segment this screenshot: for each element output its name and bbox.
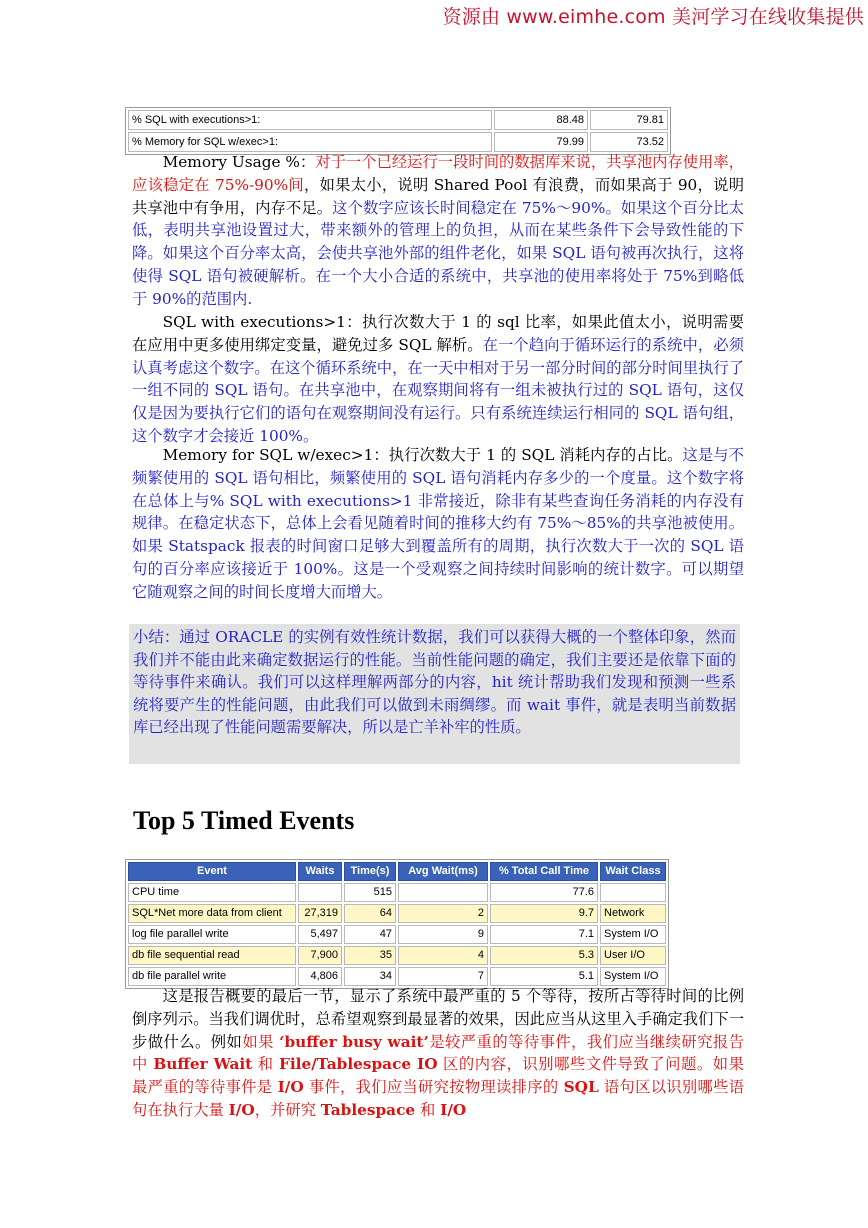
- event-name: db file parallel write: [128, 967, 296, 986]
- top-events-term: Buffer Wait: [153, 1055, 253, 1074]
- top-events-note: 和: [415, 1100, 441, 1119]
- stat-end-value: 79.81: [590, 110, 668, 130]
- event-time: 35: [344, 946, 396, 965]
- event-waits: 4,806: [298, 967, 342, 986]
- top-events-table: [125, 859, 669, 989]
- column-header: Avg Wait(ms): [398, 862, 488, 881]
- memory-usage-lead: Memory Usage %：: [162, 153, 316, 171]
- top-events-term: I/O: [228, 1100, 255, 1119]
- memory-for-sql-text: Memory for SQL w/exec>1：执行次数大于 1 的 SQL 消耗内存的占比。: [162, 446, 683, 464]
- event-wait-class: System I/O: [600, 925, 666, 944]
- event-time: 64: [344, 904, 396, 923]
- event-waits: 7,900: [298, 946, 342, 965]
- top-events-text: 这是报告概要的最后一节，显示了系统中最严重的 5 个等待，按所占等待时间的比例倒序列示。当我们调优时，总希望观察到最显著的效果，因此应当从这里入手确定我们下一步做什么。例如: [132, 987, 744, 1051]
- event-waits: 5,497: [298, 925, 342, 944]
- event-avg-wait: 9: [398, 925, 488, 944]
- memory-for-sql-note: 这是与不频繁使用的 SQL 语句相比，频繁使用的 SQL 语句消耗内存多少的一个度量。这个数字将在总体上与% SQL with executions>1 非常接近，除非有某些查询任务消耗的内存没有规律。在稳定状态下，总体上会看见随着时间的推移大约有 75%～85%的共享池被使用。如果 Statspack 报表的时间窗口足够大到覆盖所有的周期，执行次数大于一次的 SQL 语句的百分率应该接近于 100%。这是一个受观察之间持续时间影响的统计数字。可以期望它随观察之间的时间长度增大而增大。: [132, 446, 744, 601]
- event-time: 34: [344, 967, 396, 986]
- top-events-term: ‘buffer busy wait’: [279, 1032, 429, 1051]
- memory-for-sql-paragraph: [132, 444, 744, 604]
- event-avg-wait: 2: [398, 904, 488, 923]
- top-events-term: File/Tablespace IO: [279, 1055, 438, 1074]
- top-events-note: 事件，我们应当研究按物理读排序的: [303, 1078, 564, 1097]
- top-events-term: Tablespace: [320, 1100, 416, 1119]
- stat-end-value: 73.52: [590, 132, 668, 152]
- event-wait-class: [600, 883, 666, 902]
- table-row: [128, 946, 666, 965]
- sql-executions-text: SQL with executions>1：执行次数大于 1 的 sql 比率，如果此值太小，说明需要在应用中更多使用绑定变量，避免过多 SQL 解析。: [132, 313, 744, 354]
- top-events-note: 语句区以识别哪些语句在执行大量: [132, 1078, 744, 1119]
- top-events-note: 和: [252, 1055, 279, 1074]
- sql-executions-paragraph: [132, 311, 744, 448]
- stat-label: % Memory for SQL w/exec>1:: [128, 132, 492, 152]
- stat-begin-value: 88.48: [494, 110, 588, 130]
- event-name: SQL*Net more data from client: [128, 904, 296, 923]
- table-row: [128, 904, 666, 923]
- watermark-text: 资源由 www.eimhe.com 美河学习在线收集提供: [442, 6, 864, 28]
- column-header: Time(s): [344, 862, 396, 881]
- event-wait-class: Network: [600, 904, 666, 923]
- event-time: 47: [344, 925, 396, 944]
- event-wait-class: System I/O: [600, 967, 666, 986]
- memory-usage-text: ，如果太小，说明 Shared Pool 有浪费，而如果高于 90，说明共享池中有争用，内存不足。: [132, 175, 744, 217]
- memory-usage-note: 这个数字应该长时间稳定在 75%～90%。如果这个百分比太低，表明共享池设置过大，带来额外的管理上的负担，从而在某些条件下会导致性能的下降。如果这个百分率太高，会使共享池外部的组件老化，如果 SQL 语句被再次执行，这将使得 SQL 语句被硬解析。在一个大小合适的系统中，共享池的使用率将处于 75%到略低于 90%的范围内.: [132, 198, 744, 308]
- event-waits: [298, 883, 342, 902]
- memory-usage-highlight: 对于一个已经运行一段时间的数据库来说，共享池内存使用率，应该稳定在 75%-90%间: [132, 153, 744, 194]
- event-waits: 27,319: [298, 904, 342, 923]
- top-events-note: 如果: [242, 1032, 280, 1051]
- column-header: Wait Class: [600, 862, 666, 881]
- event-pct-call-time: 5.3: [490, 946, 598, 965]
- sql-executions-note: 在一个趋向于循环运行的系统中，必须认真考虑这个数字。在这个循环系统中，在一天中相对于另一部分时间的部分时间里执行了一组不同的 SQL 语句。在共享池中，在观察期间将有一组未被执行过的 SQL 语句，这仅仅是因为要执行它们的语句在观察期间没有运行。只有系统连续运行相同的 SQL 语句组，这个数字才会接近 100%。: [132, 335, 744, 445]
- event-avg-wait: 7: [398, 967, 488, 986]
- event-pct-call-time: 77.6: [490, 883, 598, 902]
- memory-usage-paragraph: [132, 151, 744, 311]
- top-events-note: 区的内容，识别哪些文件导致了问题。如果最严重的等待事件是: [132, 1055, 744, 1097]
- stat-label: % SQL with executions>1:: [128, 110, 492, 130]
- summary-box: 小结：通过 ORACLE 的实例有效性统计数据，我们可以获得大概的一个整体印象，然而我们并不能由此来确定数据运行的性能。当前性能问题的确定，我们主要还是依靠下面的等待事件来确认。我们可以这样理解两部分的内容，hit 统计帮助我们发现和预测一些系统将要产生的性能问题，由此我们可以做到未雨绸缪。而 wait 事件，就是表明当前数据库已经出现了性能问题需要解决，所以是亡羊补牢的性质。: [129, 624, 740, 764]
- table-row: [128, 967, 666, 986]
- event-name: log file parallel write: [128, 925, 296, 944]
- event-pct-call-time: 5.1: [490, 967, 598, 986]
- event-time: 515: [344, 883, 396, 902]
- top-events-note: ，并研究: [254, 1100, 321, 1119]
- event-wait-class: User I/O: [600, 946, 666, 965]
- event-avg-wait: [398, 883, 488, 902]
- table-header-row: [128, 862, 666, 881]
- instance-efficiency-table: [125, 107, 671, 155]
- stat-begin-value: 79.99: [494, 132, 588, 152]
- top-events-term: I/O: [277, 1078, 304, 1097]
- event-avg-wait: 4: [398, 946, 488, 965]
- table-row: [128, 883, 666, 902]
- event-pct-call-time: 9.7: [490, 904, 598, 923]
- top-events-term: I/O: [440, 1100, 467, 1119]
- table-row: [128, 110, 668, 130]
- top-events-term: SQL: [563, 1078, 599, 1097]
- top-events-paragraph: [132, 985, 744, 1122]
- column-header: Waits: [298, 862, 342, 881]
- top-events-note: 是较严重的等待事件，我们应当继续研究报告中: [132, 1032, 744, 1074]
- column-header: % Total Call Time: [490, 862, 598, 881]
- event-name: db file sequential read: [128, 946, 296, 965]
- table-row: [128, 925, 666, 944]
- column-header: Event: [128, 862, 296, 881]
- event-pct-call-time: 7.1: [490, 925, 598, 944]
- event-name: CPU time: [128, 883, 296, 902]
- section-title: Top 5 Timed Events: [133, 806, 355, 835]
- table-row: [128, 132, 668, 152]
